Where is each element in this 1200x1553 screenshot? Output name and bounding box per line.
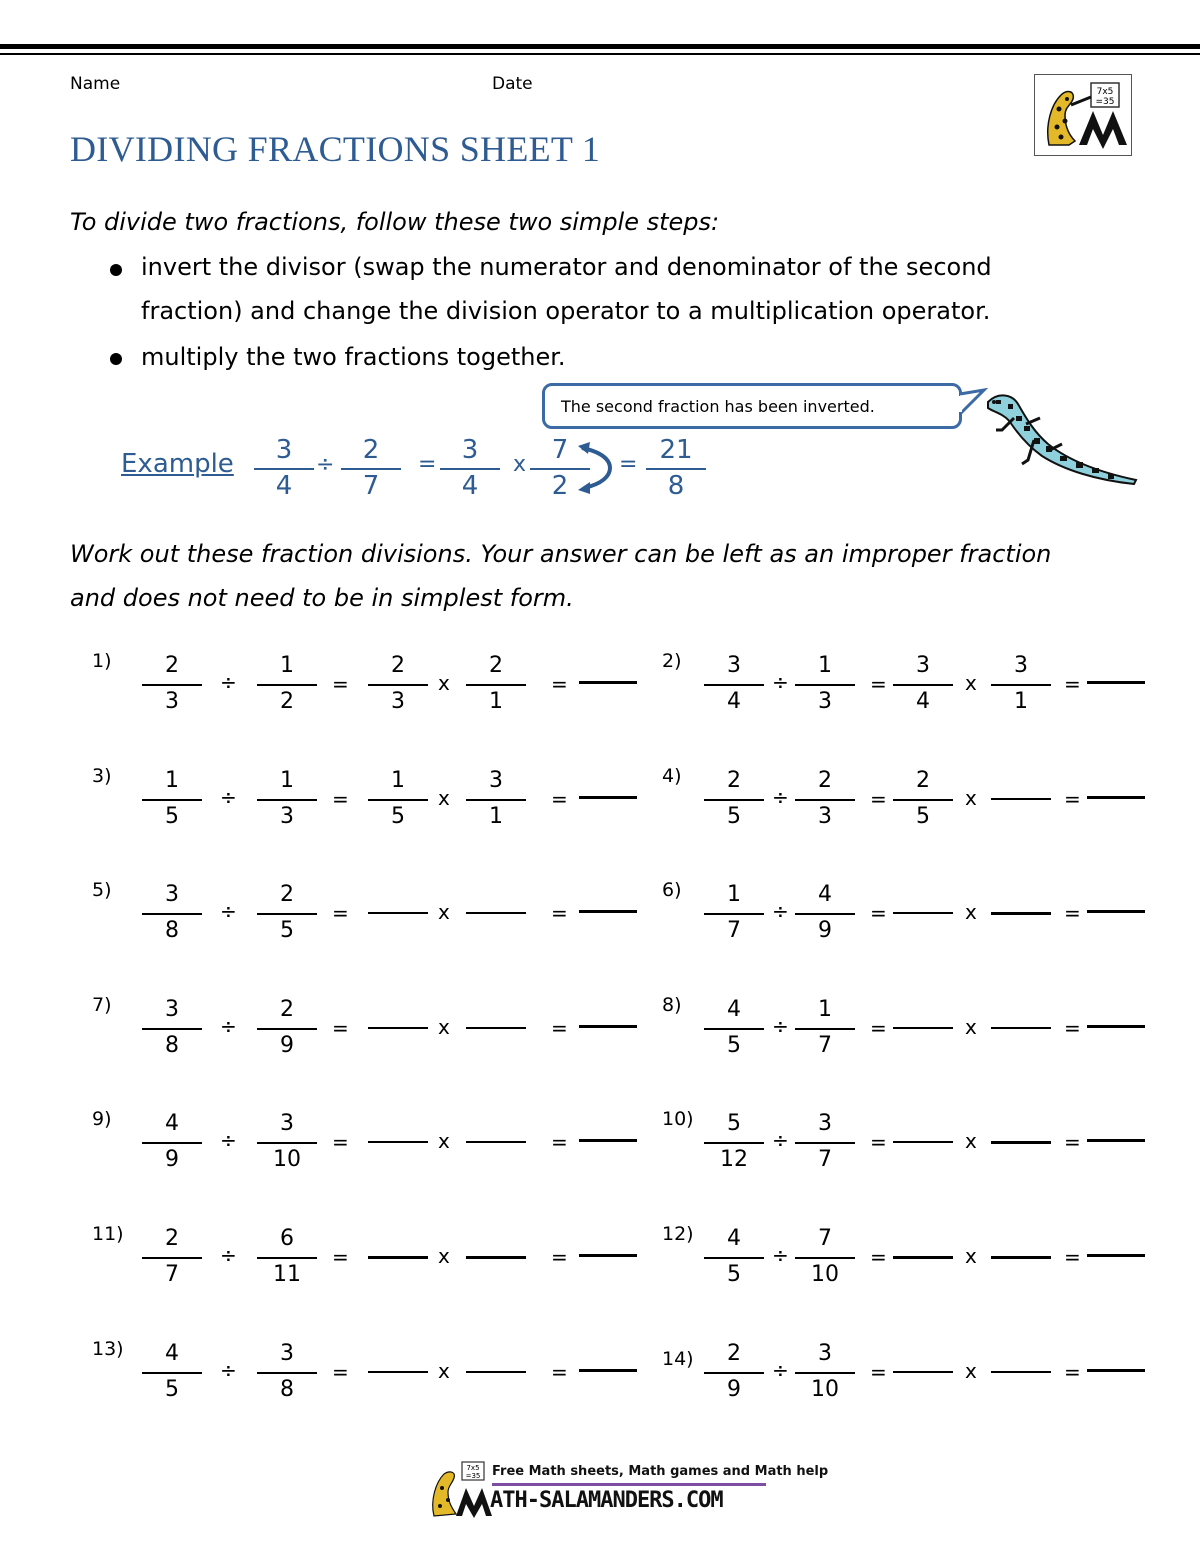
equals-sign: = — [1064, 1360, 1081, 1384]
footer-logo-icon — [426, 1458, 496, 1520]
problem-number: 1) — [92, 650, 112, 672]
equals-sign: = — [1064, 1016, 1081, 1040]
denominator: 10 — [811, 1262, 839, 1287]
dividend-fraction — [142, 767, 202, 833]
fraction-bar — [893, 684, 953, 686]
callout-text: The second fraction has been inverted. — [561, 396, 875, 416]
times-sign: x — [965, 1015, 977, 1039]
answer-blank[interactable] — [579, 1139, 637, 1142]
example-result — [646, 436, 706, 502]
fraction-bar — [704, 1372, 764, 1374]
times-sign: x — [513, 452, 527, 477]
denominator: 5 — [727, 1033, 741, 1058]
divisor-fraction — [795, 1340, 855, 1406]
equals-sign: = — [1064, 1245, 1081, 1269]
denominator: 5 — [727, 804, 741, 829]
times-sign: x — [438, 1015, 450, 1039]
numerator: 3 — [916, 653, 930, 678]
division-sign: ÷ — [772, 785, 789, 809]
first-factor-blank[interactable] — [368, 912, 428, 914]
numerator: 1 — [818, 997, 832, 1022]
numerator: 3 — [280, 1341, 294, 1366]
division-sign: ÷ — [772, 1128, 789, 1152]
answer-blank[interactable] — [579, 1369, 637, 1372]
times-sign: x — [965, 671, 977, 695]
divisor-fraction — [257, 1340, 317, 1406]
equals-sign: = — [1064, 672, 1081, 696]
dividend-fraction — [142, 652, 202, 718]
problem-number: 14) — [662, 1348, 694, 1370]
denominator: 10 — [811, 1377, 839, 1402]
problem-number: 4) — [662, 765, 682, 787]
fraction-bar — [257, 1257, 317, 1259]
fraction-bar — [893, 799, 953, 801]
inverted-fraction — [991, 652, 1051, 718]
dividend-fraction — [704, 996, 764, 1062]
answer-blank[interactable] — [579, 681, 637, 684]
division-sign: ÷ — [772, 670, 789, 694]
denominator: 9 — [280, 1033, 294, 1058]
denominator: 12 — [720, 1147, 748, 1172]
equals-sign: = — [870, 1016, 887, 1040]
division-sign: ÷ — [220, 1014, 237, 1038]
fraction-bar — [142, 799, 202, 801]
fraction-bar — [142, 1142, 202, 1144]
numerator: 3 — [818, 1341, 832, 1366]
denominator: 10 — [273, 1147, 301, 1172]
fraction-bar — [368, 684, 428, 686]
denominator: 1 — [1014, 689, 1028, 714]
denominator: 7 — [727, 918, 741, 943]
division-sign: ÷ — [220, 1128, 237, 1152]
denominator: 5 — [165, 804, 179, 829]
top-rule-thick — [0, 44, 1200, 49]
inverted-blank[interactable] — [991, 912, 1051, 915]
answer-blank[interactable] — [1087, 1254, 1145, 1257]
answer-blank[interactable] — [1087, 796, 1145, 799]
salamander-logo-icon — [1035, 75, 1131, 155]
division-sign: ÷ — [220, 899, 237, 923]
fraction-bar — [466, 684, 526, 686]
inverted-blank[interactable] — [466, 1371, 526, 1373]
problem-number: 2) — [662, 650, 682, 672]
dividend-fraction — [142, 1340, 202, 1406]
intro-lead: To divide two fractions, follow these two simple steps: — [70, 208, 720, 236]
equals-sign: = — [551, 1130, 568, 1154]
times-sign: x — [438, 1244, 450, 1268]
equals-sign: = — [551, 672, 568, 696]
denominator: 9 — [165, 1147, 179, 1172]
instructions-line2: and does not need to be in simplest form. — [70, 584, 574, 612]
problem-number: 5) — [92, 879, 112, 901]
times-sign: x — [965, 786, 977, 810]
footer-site: ATH-SALAMANDERS.COM — [490, 1488, 723, 1513]
numerator: 2 — [165, 653, 179, 678]
divisor-fraction — [795, 1225, 855, 1291]
denominator: 2 — [280, 689, 294, 714]
svg-text:=35: =35 — [1095, 97, 1115, 107]
divisor-fraction — [795, 881, 855, 947]
first-factor-fraction — [893, 767, 953, 833]
first-factor-fraction — [368, 767, 428, 833]
fraction-bar — [795, 1142, 855, 1144]
denominator: 8 — [280, 1377, 294, 1402]
equals-sign: = — [332, 901, 349, 925]
denominator: 1 — [489, 804, 503, 829]
division-sign: ÷ — [220, 670, 237, 694]
divisor-fraction — [257, 652, 317, 718]
division-sign: ÷ — [772, 1014, 789, 1038]
fraction-bar — [257, 799, 317, 801]
numerator: 2 — [727, 1341, 741, 1366]
page-title: DIVIDING FRACTIONS SHEET 1 — [70, 129, 601, 169]
denominator: 5 — [916, 804, 930, 829]
denominator: 5 — [280, 918, 294, 943]
equals-sign: = — [332, 1245, 349, 1269]
equals-sign: = — [1064, 1130, 1081, 1154]
fraction-bar — [704, 1257, 764, 1259]
denominator: 5 — [391, 804, 405, 829]
step1-line2: fraction) and change the division operator to a multiplication operator. — [141, 297, 991, 325]
denominator: 9 — [818, 918, 832, 943]
numerator: 1 — [818, 653, 832, 678]
fraction-bar — [142, 1028, 202, 1030]
times-sign: x — [965, 900, 977, 924]
example-label: Example — [121, 449, 234, 479]
answer-blank[interactable] — [1087, 910, 1145, 913]
bullet-dot — [110, 353, 122, 365]
fraction-bar — [142, 1257, 202, 1259]
numerator: 3 — [461, 435, 479, 465]
dividend-fraction — [142, 996, 202, 1062]
equals-sign: = — [551, 901, 568, 925]
fraction-bar — [466, 799, 526, 801]
fraction-bar — [704, 913, 764, 915]
denominator: 7 — [362, 471, 380, 501]
denominator: 3 — [280, 804, 294, 829]
logo-equation: 7x5 — [1096, 87, 1114, 97]
equals-sign: = — [332, 1130, 349, 1154]
equals-sign: = — [551, 1245, 568, 1269]
numerator: 2 — [818, 768, 832, 793]
divisor-fraction — [257, 1110, 317, 1176]
callout-bubble — [542, 383, 962, 429]
denominator: 7 — [165, 1262, 179, 1287]
instructions-line1: Work out these fraction divisions. Your answer can be left as an improper fraction — [70, 540, 1052, 568]
numerator: 2 — [391, 653, 405, 678]
times-sign: x — [965, 1129, 977, 1153]
first-factor-blank[interactable] — [893, 1371, 953, 1373]
fraction-bar — [257, 684, 317, 686]
numerator: 3 — [727, 653, 741, 678]
equals-sign: = — [332, 1360, 349, 1384]
problem-number: 7) — [92, 994, 112, 1016]
denominator: 3 — [391, 689, 405, 714]
numerator: 1 — [280, 768, 294, 793]
divisor-fraction — [795, 652, 855, 718]
numerator: 6 — [280, 1226, 294, 1251]
fraction-bar — [704, 684, 764, 686]
answer-blank[interactable] — [1087, 1139, 1145, 1142]
division-sign: ÷ — [220, 1358, 237, 1382]
fraction-bar — [142, 913, 202, 915]
denominator: 4 — [727, 689, 741, 714]
numerator: 4 — [165, 1111, 179, 1136]
example-fraction-3 — [440, 436, 500, 502]
denominator: 1 — [489, 689, 503, 714]
numerator: 2 — [280, 997, 294, 1022]
fraction-bar — [795, 913, 855, 915]
fraction-bar — [704, 799, 764, 801]
numerator: 7 — [818, 1226, 832, 1251]
answer-blank[interactable] — [1087, 1025, 1145, 1028]
top-rule-thin — [0, 53, 1200, 55]
first-factor-fraction — [368, 652, 428, 718]
numerator: 1 — [391, 768, 405, 793]
equals-sign: = — [870, 901, 887, 925]
numerator: 1 — [165, 768, 179, 793]
equals-sign: = — [1064, 901, 1081, 925]
divisor-fraction — [257, 1225, 317, 1291]
problem-number: 11) — [92, 1223, 124, 1245]
divisor-fraction — [257, 767, 317, 833]
equals-sign: = — [870, 1360, 887, 1384]
numerator: 1 — [280, 653, 294, 678]
problem-number: 3) — [92, 765, 112, 787]
division-sign: ÷ — [316, 452, 335, 477]
denominator: 3 — [165, 689, 179, 714]
fraction-bar — [795, 1028, 855, 1030]
denominator: 8 — [165, 918, 179, 943]
first-factor-blank[interactable] — [893, 912, 953, 914]
fraction-bar — [795, 1372, 855, 1374]
equals-sign: = — [551, 787, 568, 811]
times-sign: x — [965, 1244, 977, 1268]
problem-number: 6) — [662, 879, 682, 901]
times-sign: x — [438, 1359, 450, 1383]
equals-sign: = — [332, 672, 349, 696]
denominator: 2 — [551, 471, 569, 501]
numerator: 1 — [727, 882, 741, 907]
numerator: 3 — [489, 768, 503, 793]
fraction-bar — [257, 1028, 317, 1030]
numerator: 7 — [551, 435, 569, 465]
numerator: 2 — [362, 435, 380, 465]
times-sign: x — [965, 1359, 977, 1383]
inverted-fraction — [466, 652, 526, 718]
division-sign: ÷ — [220, 785, 237, 809]
inverted-blank[interactable] — [466, 1256, 526, 1259]
divisor-fraction — [795, 767, 855, 833]
divisor-fraction — [257, 881, 317, 947]
times-sign: x — [438, 900, 450, 924]
denominator: 5 — [727, 1262, 741, 1287]
equals-sign: = — [332, 1016, 349, 1040]
first-factor-fraction — [893, 652, 953, 718]
equals-sign: = — [870, 787, 887, 811]
numerator: 3 — [165, 997, 179, 1022]
divisor-fraction — [795, 996, 855, 1062]
fraction-bar — [704, 1028, 764, 1030]
svg-text:=35: =35 — [465, 1472, 481, 1480]
inverted-blank[interactable] — [991, 1027, 1051, 1029]
denominator: 3 — [818, 689, 832, 714]
denominator: 8 — [165, 1033, 179, 1058]
denominator: 4 — [916, 689, 930, 714]
first-factor-blank[interactable] — [368, 1141, 428, 1143]
denominator: 11 — [273, 1262, 301, 1287]
first-factor-blank[interactable] — [368, 1027, 428, 1029]
inverted-blank[interactable] — [466, 912, 526, 914]
denominator: 4 — [275, 471, 293, 501]
answer-blank[interactable] — [579, 1254, 637, 1257]
equals-sign: = — [418, 452, 437, 477]
answer-blank[interactable] — [579, 796, 637, 799]
numerator: 3 — [1014, 653, 1028, 678]
first-factor-blank[interactable] — [893, 1256, 953, 1259]
dividend-fraction — [704, 1225, 764, 1291]
answer-blank[interactable] — [579, 910, 637, 913]
fraction-bar — [257, 1372, 317, 1374]
numerator: 3 — [280, 1111, 294, 1136]
fraction-bar — [991, 684, 1051, 686]
inverted-fraction — [466, 767, 526, 833]
fraction-bar — [795, 1257, 855, 1259]
numerator: 3 — [165, 882, 179, 907]
example-fraction-2 — [341, 436, 401, 502]
first-factor-blank[interactable] — [893, 1027, 953, 1029]
svg-text:7x5: 7x5 — [466, 1464, 480, 1472]
step2: multiply the two fractions together. — [141, 343, 566, 371]
fraction-bar — [257, 913, 317, 915]
numerator: 2 — [727, 768, 741, 793]
inverted-blank[interactable] — [466, 1027, 526, 1029]
fraction-bar — [704, 1142, 764, 1144]
dividend-fraction — [704, 881, 764, 947]
footer-underline — [492, 1483, 766, 1486]
dividend-fraction — [142, 1225, 202, 1291]
fraction-bar — [142, 684, 202, 686]
answer-blank[interactable] — [1087, 681, 1145, 684]
inverted-blank[interactable] — [991, 1371, 1051, 1373]
date-label: Date — [492, 74, 533, 94]
divisor-fraction — [257, 996, 317, 1062]
first-factor-blank[interactable] — [368, 1371, 428, 1373]
equals-sign: = — [551, 1016, 568, 1040]
dividend-fraction — [142, 881, 202, 947]
fraction-bar — [257, 1142, 317, 1144]
inverted-blank[interactable] — [991, 1256, 1051, 1259]
problem-number: 13) — [92, 1338, 124, 1360]
numerator: 4 — [727, 1226, 741, 1251]
fraction-bar — [795, 799, 855, 801]
equals-sign: = — [870, 672, 887, 696]
answer-blank[interactable] — [1087, 1369, 1145, 1372]
equals-sign: = — [870, 1245, 887, 1269]
numerator: 4 — [165, 1341, 179, 1366]
numerator: 2 — [916, 768, 930, 793]
numerator: 3 — [275, 435, 293, 465]
problem-number: 9) — [92, 1108, 112, 1130]
inverted-blank[interactable] — [991, 798, 1051, 800]
dividend-fraction — [704, 652, 764, 718]
numerator: 5 — [727, 1111, 741, 1136]
denominator: 7 — [818, 1147, 832, 1172]
first-factor-blank[interactable] — [368, 1256, 428, 1259]
denominator: 5 — [165, 1377, 179, 1402]
example-fraction-1 — [254, 436, 314, 502]
fraction-bar — [795, 684, 855, 686]
numerator: 2 — [165, 1226, 179, 1251]
dividend-fraction — [704, 767, 764, 833]
times-sign: x — [438, 1129, 450, 1153]
numerator: 3 — [818, 1111, 832, 1136]
fraction-bar — [142, 1372, 202, 1374]
denominator: 8 — [667, 471, 685, 501]
denominator: 7 — [818, 1033, 832, 1058]
division-sign: ÷ — [772, 1358, 789, 1382]
numerator: 2 — [489, 653, 503, 678]
dividend-fraction — [704, 1110, 764, 1176]
times-sign: x — [438, 786, 450, 810]
first-factor-blank[interactable] — [893, 1141, 953, 1143]
equals-sign: = — [551, 1360, 568, 1384]
problem-number: 8) — [662, 994, 682, 1016]
denominator: 3 — [818, 804, 832, 829]
problem-number: 12) — [662, 1223, 694, 1245]
salamander-illustration-icon — [978, 384, 1140, 492]
dividend-fraction — [142, 1110, 202, 1176]
dividend-fraction — [704, 1340, 764, 1406]
problem-number: 10) — [662, 1108, 694, 1130]
numerator: 4 — [818, 882, 832, 907]
footer-tagline: Free Math sheets, Math games and Math help — [492, 1464, 829, 1479]
logo — [1034, 74, 1132, 156]
division-sign: ÷ — [772, 899, 789, 923]
equals-sign: = — [870, 1130, 887, 1154]
name-label: Name — [70, 74, 121, 94]
division-sign: ÷ — [772, 1243, 789, 1267]
swap-arrow-icon — [576, 440, 620, 496]
numerator: 4 — [727, 997, 741, 1022]
equals-sign: = — [332, 787, 349, 811]
numerator: 2 — [280, 882, 294, 907]
answer-blank[interactable] — [579, 1025, 637, 1028]
divisor-fraction — [795, 1110, 855, 1176]
step1-line1: invert the divisor (swap the numerator and denominator of the second — [141, 253, 992, 281]
equals-sign: = — [1064, 787, 1081, 811]
equals-sign: = — [619, 452, 638, 477]
denominator: 9 — [727, 1377, 741, 1402]
numerator: 21 — [659, 435, 693, 465]
division-sign: ÷ — [220, 1243, 237, 1267]
inverted-blank[interactable] — [466, 1141, 526, 1143]
bullet-dot — [110, 264, 122, 276]
times-sign: x — [438, 671, 450, 695]
inverted-blank[interactable] — [991, 1141, 1051, 1144]
denominator: 4 — [461, 471, 479, 501]
fraction-bar — [368, 799, 428, 801]
